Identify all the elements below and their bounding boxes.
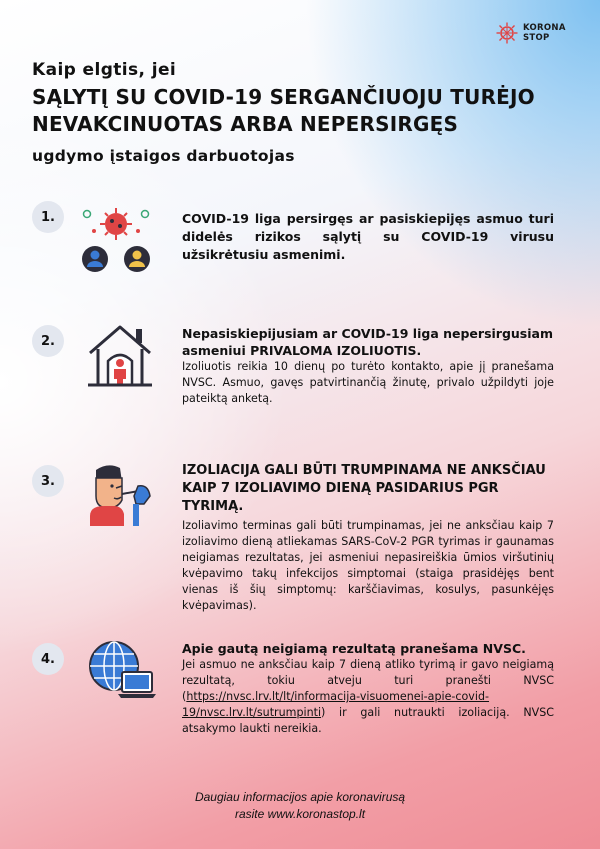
step-2-title: Nepasiskiepijusiam ar COVID-19 liga nepersirgusiam asmeniui PRIVALOMA IZOLIUOTIS. [182, 326, 553, 358]
logo-text [523, 23, 566, 43]
step-3-body: Izoliavimo terminas gali būti trumpinamas, jei ne anksčiau kaip 7 izoliavimo dieną atliekamas SARS-CoV-2 PGR tyrimas ir gaunamas neigiamas rezultatas, jei asmeniui nepasireiškia ūmios viršutinių kvėpavimo takų infekcijos simptomai (staiga prasidėjęs bent vienas iš šių simptomų: karščiavimas, kosulys, pasunkėjęs kvėpavimas). [182, 519, 554, 612]
step-4-body-start: Jei asmuo ne anksčiau kaip 7 dieną atliko tyrimą ir gavo neigiamą rezultatą, tokiu atveju turi pranešti NVSC ( [182, 658, 554, 703]
step-number-1: 1. [32, 201, 64, 233]
step-2-body: Izoliuotis reikia 10 dienų po turėto kontakto, apie jį pranešama NVSC. Asmuo, gavęs patvirtinančią žinutę, privalo užpildyti joje pateiktą anketą. [182, 360, 554, 405]
step-4-body-end: ) ir gali nutraukti izoliaciją. NVSC atsakymo laukti nereikia. [182, 706, 554, 735]
footer-line-1: Daugiau informacijos apie koronavirusą [194, 790, 406, 804]
footer-note [150, 789, 450, 823]
logo-line-2: STOP [523, 33, 550, 43]
step-1-title: COVID-19 liga persirgęs ar pasiskiepijęs asmuo turi didelės rizikos sąlytį su COVID-19 virusu užsikrėtusiu asmenimi. [182, 211, 554, 262]
step-4-body [182, 657, 554, 737]
step-4-text [182, 640, 554, 737]
virus-people-icon [80, 206, 152, 274]
nvsc-link[interactable]: https://nvsc.lrv.lt/lt/informacija-visuomenei-apie-covid-19/nvsc.lrv.lt/sutrumpinti [182, 690, 490, 719]
step-number-3: 3. [32, 465, 64, 497]
logo-line-1: KORONA [523, 23, 566, 33]
step-2-text [182, 325, 554, 407]
globe-laptop-icon [86, 638, 158, 706]
step-1-text [182, 210, 554, 264]
virus-logo-icon [496, 22, 518, 44]
step-4-title: Apie gautą neigiamą rezultatą pranešama NVSC. [182, 641, 526, 656]
footer-line-2: rasite www.koronastop.lt [234, 807, 366, 821]
house-isolation-icon [86, 323, 154, 389]
step-number-2: 2. [32, 325, 64, 357]
header-intro: Kaip elgtis, jei [32, 60, 177, 80]
page-title: SĄLYTĮ SU COVID-19 SERGANČIUOJU TURĖJO NEVAKCINUOTAS ARBA NEPERSIRGĘS [32, 85, 535, 136]
step-number-4: 4. [32, 643, 64, 675]
page-subtitle: ugdymo įstaigos darbuotojas [32, 147, 295, 165]
koronastop-logo [496, 22, 566, 44]
pcr-test-icon [82, 460, 158, 526]
step-3-title: IZOLIACIJA GALI BŪTI TRUMPINAMA NE ANKSČIAU KAIP 7 IZOLIAVIMO DIENĄ PASIDARIUS PGR TYRIMĄ. [182, 463, 546, 514]
step-3-text [182, 462, 554, 614]
